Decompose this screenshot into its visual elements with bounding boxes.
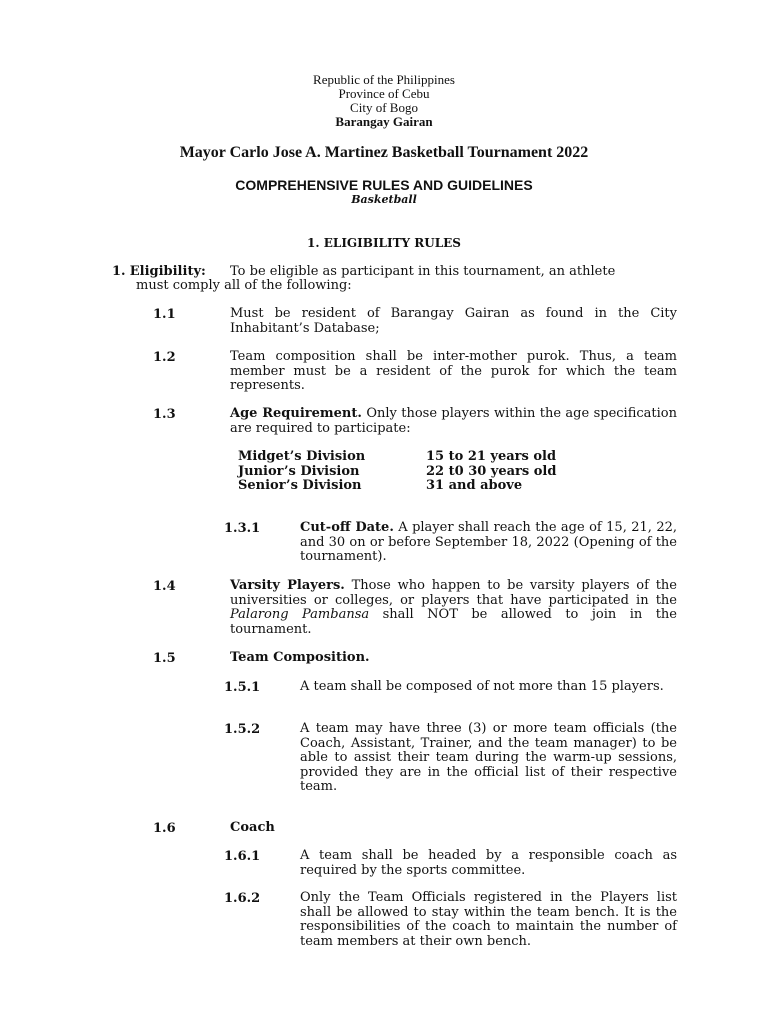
document-title: Mayor Carlo Jose A. Martinez Basketball Tournament 2022 — [179, 144, 589, 161]
rule-1-3-1-number: 1.3.1 — [224, 521, 261, 536]
rule-1-1-number: 1.1 — [153, 307, 176, 322]
header-republic: Republic of the Philippines — [313, 72, 455, 87]
header-city: City of Bogo — [350, 100, 418, 115]
rule-1-6-2-text: Only the Team Officials registered in the Players list shall be allowed to stay within the team bench. It is the responsibilities of the coach to maintain the number of team members at their own bench. — [300, 890, 677, 949]
rule-1-4-text-b: shall NOT be allowed to join in the tournament. — [230, 607, 677, 637]
division-range: 15 to 21 years old — [426, 449, 557, 464]
rule-1-3-1-body — [300, 521, 677, 565]
rule-1-6-number: 1.6 — [153, 821, 176, 836]
rule-1-6-1-number: 1.6.1 — [224, 849, 261, 864]
division-name: Midget’s Division — [238, 449, 366, 464]
division-range: 22 t0 30 years old — [426, 463, 557, 479]
rule-1-5-2-number: 1.5.2 — [224, 722, 261, 737]
item-text-line1: To be eligible as participant in this tournament, an athlete — [230, 264, 616, 279]
division-range: 31 and above — [426, 478, 523, 494]
divisions-table — [238, 450, 556, 494]
rule-1-3-label: Age Requirement. — [230, 406, 362, 421]
rule-1-3-text: Only those players within the age specification are required to participate: — [230, 406, 677, 436]
item-label: Eligibility: — [129, 264, 206, 279]
division-row — [238, 450, 556, 465]
document-subtitle: COMPREHENSIVE RULES AND GUIDELINES — [235, 177, 533, 193]
header-province: Province of Cebu — [338, 86, 430, 101]
sport-label: Basketball — [351, 193, 417, 206]
rule-1-3-1-label: Cut-off Date. — [300, 520, 394, 535]
rule-1-6-1-text: A team shall be headed by a responsible coach as required by the sports committee. — [300, 848, 677, 878]
header-barangay: Barangay Gairan — [335, 114, 433, 129]
rule-1-6-label: Coach — [230, 820, 275, 835]
rule-1-1-text: Must be resident of Barangay Gairan as found in the City Inhabitant’s Database; — [230, 306, 677, 336]
rule-1-4-number: 1.4 — [153, 579, 176, 594]
rule-1-5-1-text: A team shall be composed of not more than 15 players. — [300, 679, 664, 694]
division-name: Senior’s Division — [238, 478, 362, 494]
rule-1-3-body — [230, 407, 677, 436]
rule-1-5-label: Team Composition. — [230, 650, 370, 665]
rule-1-3-1-text: A player shall reach the age of 15, 21, 22, and 30 on or before September 18, 2022 (Opening of the tournament). — [300, 520, 677, 565]
section-heading: 1. ELIGIBILITY RULES — [307, 236, 461, 250]
division-name: Junior’s Division — [238, 463, 360, 479]
item-text-line2: must comply all of the following: — [136, 278, 352, 293]
rule-1-6-2-number: 1.6.2 — [224, 891, 261, 906]
rule-1-5-number: 1.5 — [153, 651, 176, 666]
rule-1-2-text: Team composition shall be inter-mother purok. Thus, a team member must be a resident of the purok for which the team represents. — [230, 349, 677, 394]
rule-1-4-body — [230, 579, 677, 637]
rule-1-4-text-a: Those who happen to be varsity players of the universities or colleges, or players that have participated in the — [230, 578, 678, 608]
rule-1-5-1-number: 1.5.1 — [224, 680, 261, 695]
rule-1-4-label: Varsity Players. — [230, 578, 345, 593]
rule-1-5-2-text: A team may have three (3) or more team officials (the Coach, Assistant, Trainer, and the team manager) to be able to assist their team during the warm-up sessions, provided they are in the official list of their respective team. — [300, 721, 677, 795]
division-row — [238, 479, 556, 494]
item-num: 1. — [112, 264, 126, 279]
rule-1-2-number: 1.2 — [153, 350, 176, 365]
division-row — [238, 465, 556, 480]
rule-1-4-italic: Palarong Pambansa — [230, 607, 370, 623]
rule-1-3-number: 1.3 — [153, 407, 176, 422]
